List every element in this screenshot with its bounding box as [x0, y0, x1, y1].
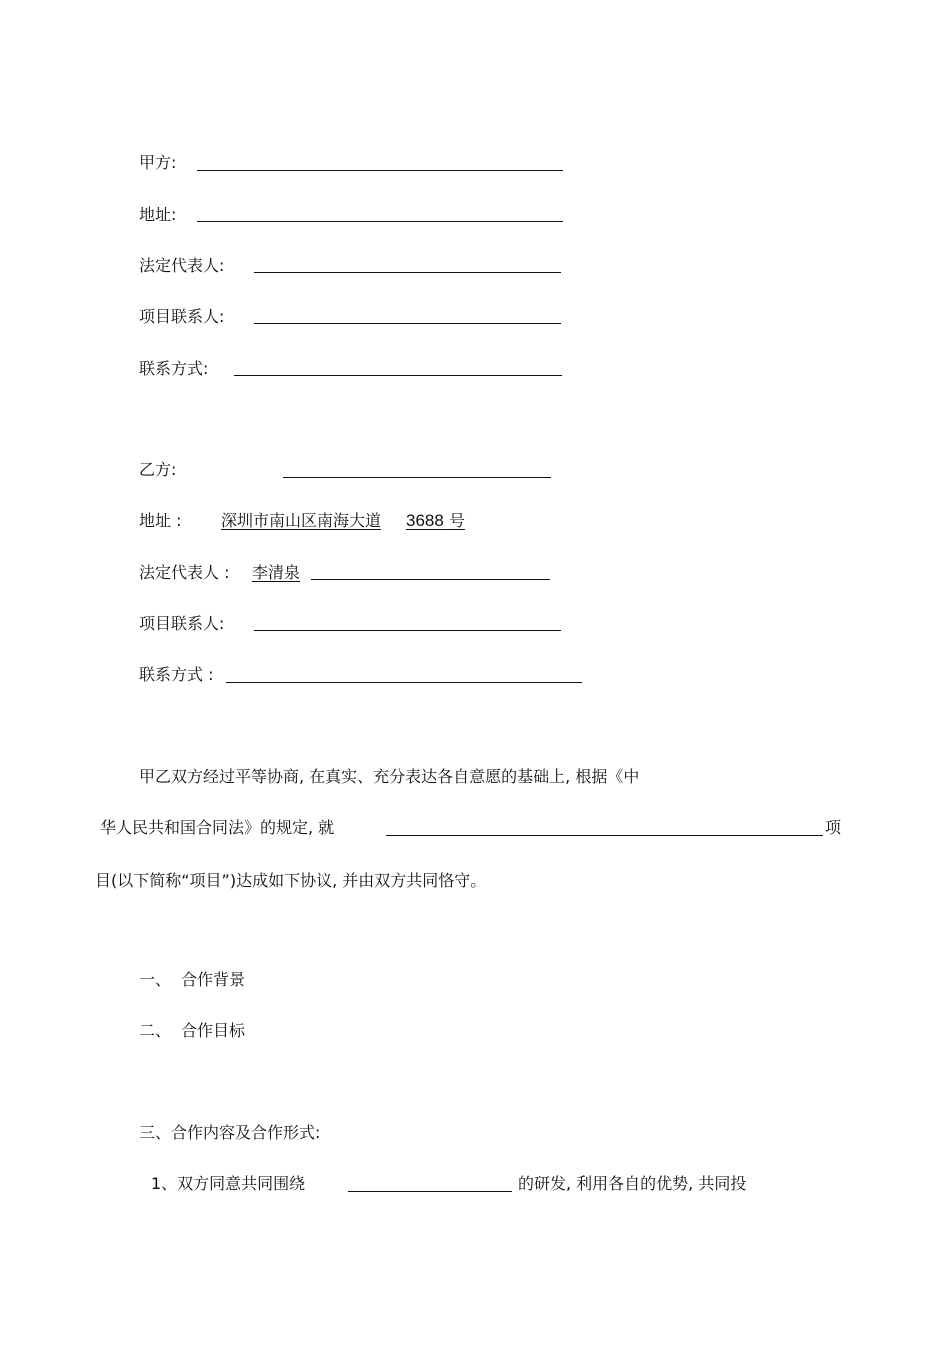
party-b-label: 乙方:	[139, 460, 177, 479]
party-b-address-suffix: 号	[448, 511, 465, 530]
section-1-title: 合作背景	[181, 970, 246, 989]
party-a-label: 甲方:	[139, 153, 177, 172]
party-a-contact-method-label: 联系方式:	[139, 359, 209, 378]
party-b-address-number: 3688	[406, 511, 444, 530]
party-a-address-blank[interactable]	[197, 221, 563, 222]
party-b-blank[interactable]	[283, 477, 551, 478]
party-b-address-street: 深圳市南山区南海大道	[221, 511, 382, 530]
clause-1-prefix: 1、双方同意共同围绕	[151, 1174, 306, 1193]
party-a-legal-rep-blank[interactable]	[254, 272, 561, 273]
party-b-address-value	[221, 510, 465, 532]
clause-1-blank[interactable]	[348, 1191, 512, 1192]
party-b-contact-method-label: 联系方式 :	[139, 665, 214, 684]
clause-1-suffix: 的研发, 利用各自的优势, 共同投	[518, 1174, 747, 1193]
section-2-number: 二、	[139, 1021, 172, 1040]
party-a-contact-person-label: 项目联系人:	[139, 307, 225, 326]
preamble-line-2-suffix: 项	[825, 818, 842, 837]
party-b-address-label: 地址 :	[139, 511, 182, 530]
section-3-title: 三、合作内容及合作形式:	[139, 1123, 321, 1142]
party-b-legal-rep-value: 李清泉	[252, 563, 301, 582]
preamble-line-1: 甲乙双方经过平等协商, 在真实、充分表达各自意愿的基础上, 根据《中	[139, 767, 640, 786]
section-1-number: 一、	[139, 970, 172, 989]
party-a-legal-rep-label: 法定代表人:	[139, 256, 225, 275]
preamble-line-3: 目(以下简称“项目”)达成如下协议, 并由双方共同恪守。	[95, 871, 487, 890]
party-a-contact-person-blank[interactable]	[254, 323, 561, 324]
party-b-contact-person-label: 项目联系人:	[139, 614, 225, 633]
party-a-address-label: 地址:	[139, 205, 177, 224]
party-a-contact-method-blank[interactable]	[234, 375, 562, 376]
party-b-contact-person-blank[interactable]	[254, 630, 561, 631]
project-name-blank[interactable]	[386, 835, 823, 836]
preamble-line-2-prefix: 华人民共和国合同法》的规定, 就	[100, 818, 335, 837]
party-b-legal-rep-label: 法定代表人 :	[139, 563, 230, 582]
section-2-title: 合作目标	[181, 1021, 246, 1040]
party-b-contact-method-blank[interactable]	[226, 682, 582, 683]
party-b-legal-rep-blank[interactable]	[311, 579, 550, 580]
party-a-blank[interactable]	[197, 170, 563, 171]
